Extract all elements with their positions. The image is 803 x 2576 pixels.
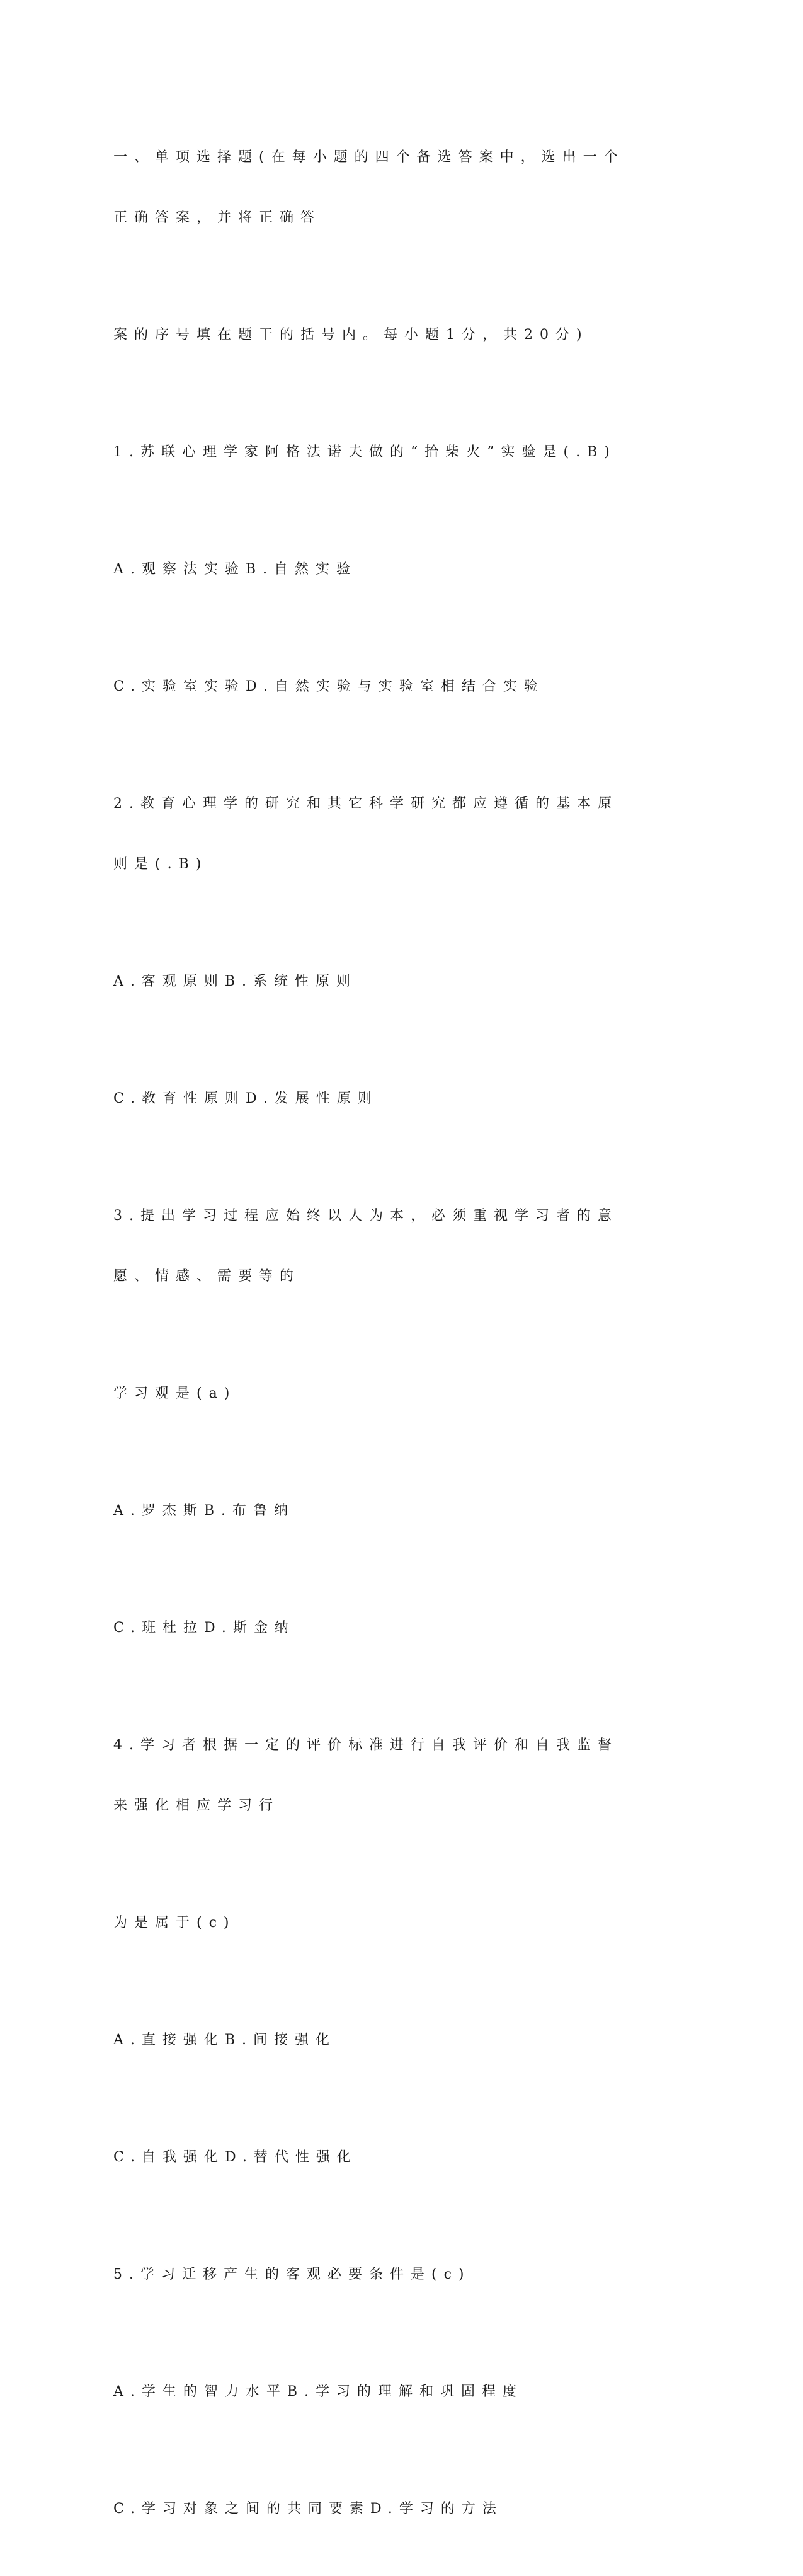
question-2-options-cd xyxy=(113,1049,680,1149)
text-line: C.教育性原则D.发展性原则 xyxy=(113,1091,379,1107)
text-line: A.客观原则B.系统性原则 xyxy=(113,974,358,989)
question-2 xyxy=(113,754,680,915)
document-page xyxy=(113,107,680,2576)
text-line: 3.提出学习过程应始终以人为本，必须重视学习者的意 xyxy=(113,1208,618,1224)
section-heading xyxy=(113,107,680,268)
question-1-options-ab xyxy=(113,519,680,620)
question-1 xyxy=(113,402,680,503)
text-line: 案的序号填在题干的括号内。每小题1分，共20分) xyxy=(113,327,589,343)
text-line: 则是(.B) xyxy=(113,856,208,872)
text-line: A.罗杰斯B.布鲁纳 xyxy=(113,1503,295,1519)
text-line: C.学习对象之间的共同要素D.学习的方法 xyxy=(113,2501,503,2517)
text-line: 正确答案，并将正确答 xyxy=(113,210,322,226)
text-line: A.学生的智力水平B.学习的理解和巩固程度 xyxy=(113,2384,524,2400)
text-line: C.实验室实验D.自然实验与实验室相结合实验 xyxy=(113,679,545,694)
question-3-options-ab xyxy=(113,1461,680,1561)
section-heading-continued xyxy=(113,285,680,386)
text-line: 1.苏联心理学家阿格法诺夫做的“拾柴火”实验是(.B) xyxy=(113,444,617,460)
question-4 xyxy=(113,1695,680,1856)
question-3-continued xyxy=(113,1343,680,1444)
question-3-options-cd xyxy=(113,1578,680,1679)
question-4-options-cd xyxy=(113,2107,680,2208)
text-line: A.直接强化B.间接强化 xyxy=(113,2032,337,2048)
question-2-options-ab xyxy=(113,931,680,1032)
question-3 xyxy=(113,1166,680,1327)
text-line: 5.学习迁移产生的客观必要条件是(c) xyxy=(113,2267,471,2282)
question-5-options-ab xyxy=(113,2342,680,2442)
question-5-options-cd xyxy=(113,2459,680,2560)
question-5 xyxy=(113,2224,680,2325)
text-line: 来强化相应学习行 xyxy=(113,1798,280,1814)
text-line: 为是属于(c) xyxy=(113,1915,236,1931)
text-line: C.班杜拉D.斯金纳 xyxy=(113,1620,295,1636)
text-line: C.自我强化D.替代性强化 xyxy=(113,2149,358,2165)
text-line: 2.教育心理学的研究和其它科学研究都应遵循的基本原 xyxy=(113,796,618,812)
question-1-options-cd xyxy=(113,636,680,737)
question-4-continued xyxy=(113,1873,680,1974)
text-line: A.观察法实验B.自然实验 xyxy=(113,561,358,577)
text-line: 愿、情感、需要等的 xyxy=(113,1268,301,1284)
text-line: 4.学习者根据一定的评价标准进行自我评价和自我监督 xyxy=(113,1737,618,1753)
question-4-options-ab xyxy=(113,1990,680,2091)
text-line: 一、单项选择题(在每小题的四个备选答案中，选出一个 xyxy=(113,149,625,165)
text-line: 学习观是(a) xyxy=(113,1386,237,1401)
